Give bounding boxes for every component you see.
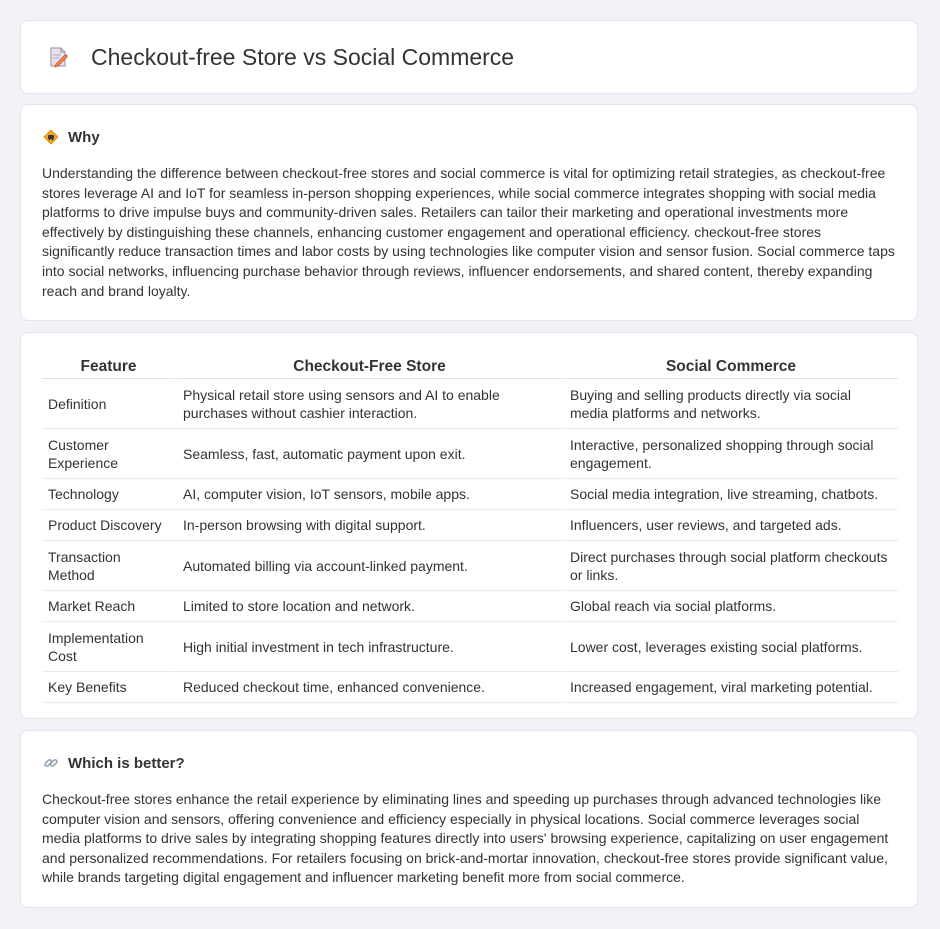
table-row	[42, 672, 898, 703]
feature-cell: Technology	[42, 479, 175, 510]
title-card	[20, 20, 918, 94]
table-row	[42, 510, 898, 541]
checkout-free-cell: High initial investment in tech infrastructure.	[175, 622, 562, 672]
checkout-free-cell: Reduced checkout time, enhanced convenience.	[175, 672, 562, 703]
checkout-free-cell: Automated billing via account-linked payment.	[175, 541, 562, 591]
comparison-table	[42, 354, 898, 703]
feature-cell: Customer Experience	[42, 429, 175, 479]
column-header-feature: Feature	[42, 354, 175, 379]
table-row	[42, 479, 898, 510]
column-header-checkout-free-store: Checkout-Free Store	[175, 354, 562, 379]
feature-cell: Key Benefits	[42, 672, 175, 703]
checkout-free-cell: Limited to store location and network.	[175, 591, 562, 622]
social-commerce-cell: Direct purchases through social platform checkouts or links.	[562, 541, 898, 591]
checkout-free-cell: Physical retail store using sensors and AI to enable purchases without cashier interaction.	[175, 379, 562, 429]
why-heading: Why	[68, 128, 100, 146]
link-icon	[43, 755, 59, 771]
social-commerce-cell: Buying and selling products directly via social media platforms and networks.	[562, 379, 898, 429]
checkout-free-cell: In-person browsing with digital support.	[175, 510, 562, 541]
social-commerce-cell: Social media integration, live streaming, chatbots.	[562, 479, 898, 510]
checkout-free-cell: AI, computer vision, IoT sensors, mobile apps.	[175, 479, 562, 510]
feature-cell: Product Discovery	[42, 510, 175, 541]
social-commerce-cell: Influencers, user reviews, and targeted ads.	[562, 510, 898, 541]
social-commerce-cell: Global reach via social platforms.	[562, 591, 898, 622]
better-text: Checkout-free stores enhance the retail experience by eliminating lines and speeding up purchases through advanced technologies like computer vision and sensors, offering convenience and efficiency especially in physical locations. Social commerce leverages social media platforms to drive sales by integrating shopping features directly into users' browsing experience, capitalizing on user engagement and personalized recommendations. For retailers focusing on brick-and-mortar innovation, checkout-free stores provide significant value, while brands targeting digital engagement and influencer marketing benefit more from social commerce.	[42, 791, 889, 886]
why-text: Understanding the difference between checkout-free stores and social commerce is vital for optimizing retail strategies, as checkout-free stores leverage AI and IoT for seamless in-person shopping experiences, while social commerce integrates shopping with social media platforms to drive impulse buys and community-driven sales. Retailers can tailor their marketing and operational investments more effectively by distinguishing these channels, enhancing customer engagement and operational efficiency. checkout-free stores significantly reduce transaction times and labor costs by using technologies like computer vision and sensor fusion. Social commerce taps into social networks, influencing purchase behavior through reviews, influencer endorsements, and shared content, thereby expanding reach and brand loyalty.	[42, 165, 895, 299]
better-heading-row	[21, 753, 917, 773]
table-row	[42, 379, 898, 429]
column-header-social-commerce: Social Commerce	[562, 354, 898, 379]
diamond-sign-icon	[43, 129, 59, 145]
comparison-section	[20, 332, 918, 719]
feature-cell: Implementation Cost	[42, 622, 175, 672]
checkout-free-cell: Seamless, fast, automatic payment upon exit.	[175, 429, 562, 479]
why-heading-row	[21, 127, 917, 147]
table-header-row	[42, 354, 898, 379]
page-title: Checkout-free Store vs Social Commerce	[91, 43, 515, 70]
social-commerce-cell: Lower cost, leverages existing social platforms.	[562, 622, 898, 672]
social-commerce-cell: Interactive, personalized shopping through social engagement.	[562, 429, 898, 479]
table-row	[42, 541, 898, 591]
table-row	[42, 622, 898, 672]
table-row	[42, 429, 898, 479]
feature-cell: Market Reach	[42, 591, 175, 622]
which-is-better-section	[20, 730, 918, 908]
feature-cell: Definition	[42, 379, 175, 429]
table-row	[42, 591, 898, 622]
feature-cell: Transaction Method	[42, 541, 175, 591]
better-heading: Which is better?	[68, 754, 185, 772]
document-pencil-icon	[47, 46, 69, 68]
title-row	[21, 21, 917, 93]
social-commerce-cell: Increased engagement, viral marketing potential.	[562, 672, 898, 703]
why-section	[20, 104, 918, 321]
